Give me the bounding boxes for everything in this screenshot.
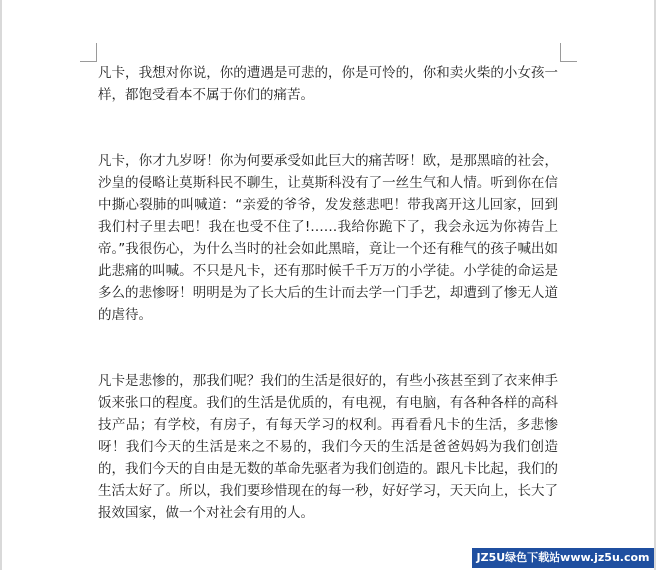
- margin-corner-mark-top-right: [560, 61, 577, 62]
- paragraph-2[interactable]: 凡卡，你才九岁呀！你为何要承受如此巨大的痛苦呀！欧，是那黑暗的社会，沙皇的侵略让莫斯科民不聊生，让莫斯科没有了一丝生气和人情。听到你在信中撕心裂肺的叫喊道：“亲爱的爷爷，发发慈悲吧！带我离开这儿回家，回到我们村子里去吧！我在也受不住了!……我给你跪下了，我会永远为你祷告上帝。”我很伤心，为什么当时的社会如此黑暗，竟让一个还有稚气的孩子喊出如此悲痛的叫喊。不只是凡卡，还有那时候千千万万的小学徒。小学徒的命运是多么的悲惨呀！明明是为了长大后的生计而去学一门手艺，却遭到了惨无人道的虐待。: [98, 153, 558, 323]
- paragraph-3[interactable]: 凡卡是悲惨的，那我们呢？我们的生活是很好的，有些小孩甚至到了衣来伸手饭来张口的程度。我们的生活是优质的，有电视，有电脑，有各种各样的高科技产品；有学校，有房子，有每天学习的权利。再看看凡卡的生活，多悲惨呀！我们今天的生活是来之不易的，我们今天的生活是爸爸妈妈为我们创造的，我们今天的自由是无数的革命先驱者为我们创造的。跟凡卡比起，我们的生活太好了。所以，我们要珍惜现在的每一秒，好好学习，天天向上，长大了报效国家，做一个对社会有用的人。: [98, 373, 558, 521]
- page-edge-left: [0, 0, 2, 570]
- document-body[interactable]: [98, 62, 558, 568]
- paragraph-1[interactable]: 凡卡，我想对你说，你的遭遇是可悲的，你是可怜的，你和卖火柴的小女孩一样，都饱受看本不属于你们的痛苦。: [98, 65, 558, 103]
- margin-corner-mark-top-left: [96, 43, 97, 61]
- site-watermark: JZ5U绿色下载站www.jz5u.com: [472, 548, 654, 568]
- margin-corner-mark-top-right: [560, 43, 561, 61]
- margin-corner-mark-top-left: [80, 61, 97, 62]
